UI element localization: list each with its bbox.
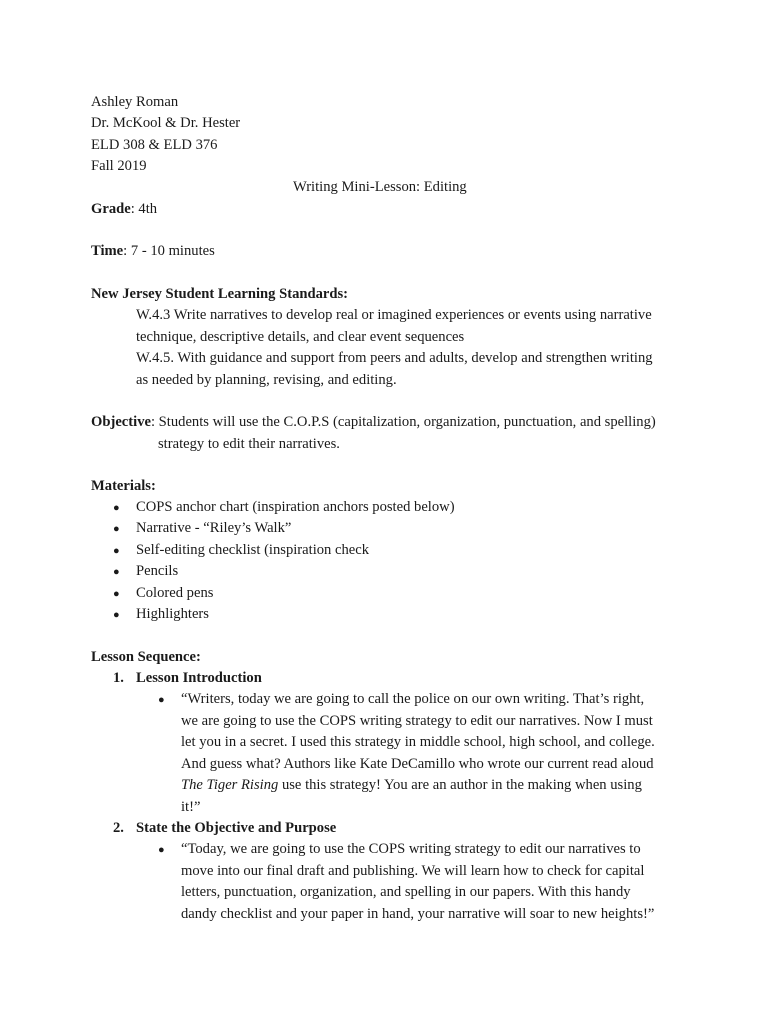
step-text-line: move into our final draft and publishing. We will learn how to check for capital [181,863,645,879]
standards-heading: New Jersey Student Learning Standards: [91,286,349,302]
step-number: 2. [113,820,124,836]
bullet-icon: ● [158,844,165,856]
bullet-icon: ● [113,566,120,578]
professors: Dr. McKool & Dr. Hester [91,115,241,131]
bullet-icon: ● [113,609,120,621]
materials-item: Pencils [136,563,179,579]
author-name: Ashley Roman [91,94,179,110]
step-text-line: letters, punctuation, organization, and spelling in our papers. With this handy [181,884,631,900]
standards-line: as needed by planning, revising, and editing. [136,372,397,388]
bullet-icon: ● [158,694,165,706]
step-text-line: let you in a secret. I used this strategy in middle school, high school, and college. [181,734,655,750]
step-text-line: dandy checklist and your paper in hand, your narrative will soar to new heights!” [181,906,655,922]
step-text-line: “Today, we are going to use the COPS writing strategy to edit our narratives to [181,841,641,857]
step-title: State the Objective and Purpose [136,820,337,836]
bullet-icon: ● [113,523,120,535]
standards-line: W.4.3 Write narratives to develop real or imagined experiences or events using narrative [136,307,652,323]
step-text-line: it!” [181,799,201,815]
time-value: : 7 - 10 minutes [123,243,215,259]
bullet-icon: ● [113,545,120,557]
time-row [91,242,215,260]
sequence-heading: Lesson Sequence: [91,649,201,665]
step-text-line: “Writers, today we are going to call the police on our own writing. That’s right, [181,691,645,707]
step-text-line-with-title [181,776,642,794]
grade-row [91,200,157,218]
objective-text: : Students will use the C.O.P.S (capitalization, organization, punctuation, and spelling) [150,414,656,430]
lesson-title: Writing Mini-Lesson: Editing [293,179,467,195]
objective-row [91,413,656,431]
step-text-line: And guess what? Authors like Kate DeCamillo who wrote our current read aloud [181,756,654,772]
grade-value: : 4th [130,201,158,217]
materials-item: Self-editing checklist (inspiration check [136,542,370,558]
grade-label: Grade [91,201,131,217]
materials-item: COPS anchor chart (inspiration anchors posted below) [136,499,455,515]
materials-item: Highlighters [136,606,209,622]
materials-item: Narrative - “Riley’s Walk” [136,520,292,536]
courses: ELD 308 & ELD 376 [91,137,218,153]
standards-line: technique, descriptive details, and clear event sequences [136,329,465,345]
bullet-icon: ● [113,502,120,514]
step-text-line: we are going to use the COPS writing strategy to edit our narratives. Now I must [181,713,653,729]
bullet-icon: ● [113,588,120,600]
standards-line: W.4.5. With guidance and support from peers and adults, develop and strengthen writing [136,350,653,366]
step-number: 1. [113,670,124,686]
time-label: Time [91,243,124,259]
book-title: The Tiger Rising [181,777,279,793]
objective-text-continued: strategy to edit their narratives. [158,436,340,452]
term: Fall 2019 [91,158,147,174]
objective-label: Objective [91,414,151,430]
step-title: Lesson Introduction [136,670,262,686]
materials-heading: Materials: [91,478,156,494]
materials-item: Colored pens [136,585,214,601]
step-text: use this strategy! You are an author in the making when using [278,777,642,793]
